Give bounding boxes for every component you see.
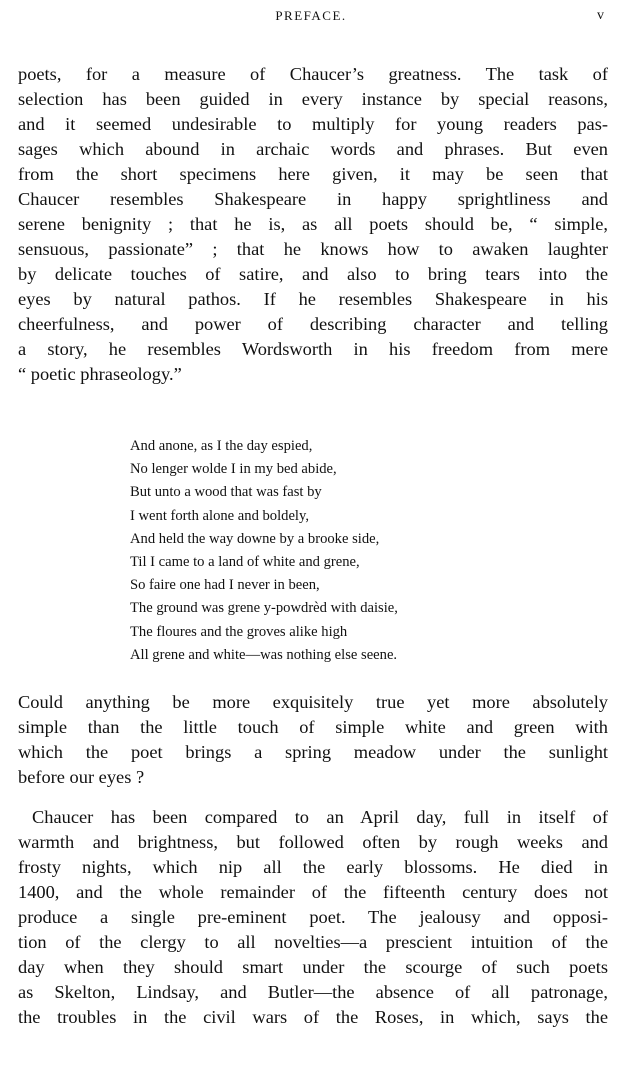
poem-line: No lenger wolde I in my bed abide,	[130, 461, 337, 478]
text-line: selection has been guided in every instance by special reasons,	[18, 89, 608, 109]
poem-line: And anone, as I the day espied,	[130, 438, 313, 454]
paragraph-chaucer-greatness	[18, 62, 608, 387]
text-line: Chaucer resembles Shakespeare in happy sprightliness and	[18, 189, 608, 209]
poem-line: And held the way downe by a brooke side,	[130, 530, 380, 547]
text-line: simple than the little touch of simple white and green with	[18, 717, 608, 737]
paragraph-april-day	[18, 805, 608, 1030]
running-head	[18, 8, 604, 28]
page-number: v	[597, 8, 604, 23]
text-line: and it seemed undesirable to multiply for young readers pas-	[18, 114, 608, 134]
text-line: which the poet brings a spring meadow under the sunlight	[18, 742, 608, 762]
text-line: poets, for a measure of Chaucer’s greatness. The task of	[18, 64, 608, 84]
poem-line: But unto a wood that was fast by	[130, 484, 322, 501]
text-line: as Skelton, Lindsay, and Butler—the absence of all patronage,	[18, 982, 608, 1002]
text-line: sensuous, passionate” ; that he knows how to awaken laughter	[18, 239, 608, 259]
text-line: the troubles in the civil wars of the Roses, in which, says the	[18, 1007, 608, 1027]
text-line: from the short specimens here given, it may be seen that	[18, 164, 608, 184]
text-line: Chaucer has been compared to an April day, full in itself of	[32, 807, 608, 827]
text-line: tion of the clergy to all novelties—a prescient intuition of the	[18, 932, 608, 952]
poem-quotation	[130, 435, 398, 667]
text-line: eyes by natural pathos. If he resembles Shakespeare in his	[18, 289, 608, 309]
text-line: sages which abound in archaic words and phrases. But even	[18, 139, 608, 159]
text-line: cheerfulness, and power of describing character and telling	[18, 314, 608, 334]
poem-line: The ground was grene y-powdrèd with daisie,	[130, 600, 398, 617]
text-line: serene benignity ; that he is, as all poets should be, “ simple,	[18, 214, 608, 234]
text-line: Could anything be more exquisitely true yet more absolutely	[18, 692, 608, 712]
poem-line: So faire one had I never in been,	[130, 577, 320, 594]
poem-line: I went forth alone and boldely,	[130, 507, 309, 524]
running-title: PREFACE.	[275, 8, 347, 23]
text-line: frosty nights, which nip all the early blossoms. He died in	[18, 857, 608, 877]
text-line: day when they should smart under the scourge of such poets	[18, 957, 608, 977]
text-line: a story, he resembles Wordsworth in his freedom from mere	[18, 339, 608, 359]
text-line: “ poetic phraseology.”	[18, 364, 182, 384]
poem-line: The floures and the groves alike high	[130, 623, 348, 640]
paragraph-exquisitely-true	[18, 690, 608, 790]
text-line: 1400, and the whole remainder of the fifteenth century does not	[18, 882, 608, 902]
text-line: warmth and brightness, but followed often by rough weeks and	[18, 832, 608, 852]
poem-line: All grene and white—was nothing else seene.	[130, 646, 398, 663]
poem-line: Til I came to a land of white and grene,	[130, 553, 360, 570]
text-line: by delicate touches of satire, and also to bring tears into the	[18, 264, 608, 284]
text-line: produce a single pre-eminent poet. The jealousy and opposi-	[18, 907, 608, 927]
text-line: before our eyes ?	[18, 767, 145, 787]
